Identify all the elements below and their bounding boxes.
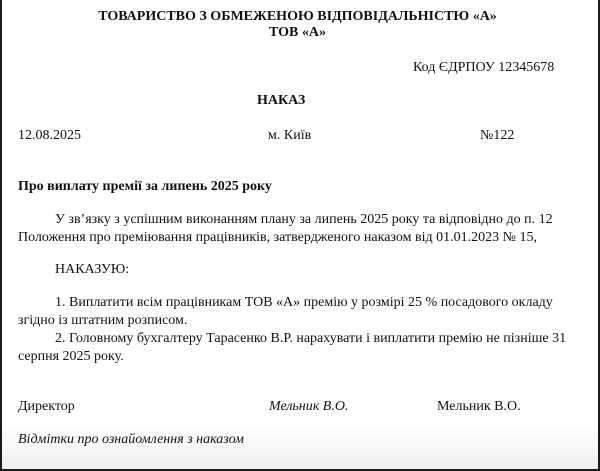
preamble-line-2: Положення про преміювання працівників, затвердженого наказом від 01.01.2023 № 15,	[18, 230, 537, 245]
acknowledgement-note: Відмітки про ознайомлення з наказом	[18, 432, 244, 447]
edrpou-code: Код ЄДРПОУ 12345678	[413, 60, 555, 75]
org-short-name: ТОВ «А»	[269, 25, 326, 40]
org-full-name: ТОВАРИСТВО З ОБМЕЖЕНОЮ ВІДПОВІДАЛЬНІСТЮ «А»	[98, 9, 497, 24]
order-word: НАКАЗУЮ:	[55, 262, 130, 277]
item-2-line-2: серпня 2025 року.	[18, 349, 124, 364]
preamble-line-1: У зв’язку з успішним виконанням плану за липень 2025 року та відповідно до п. 12	[55, 212, 553, 227]
document-city: м. Київ	[268, 128, 312, 143]
item-1-line-1: 1. Виплатити всім працівникам ТОВ «А» премію у розмірі 25 % посадового окладу	[55, 295, 553, 310]
document-number: №122	[480, 128, 515, 143]
signatory-name: Мельник В.О.	[437, 399, 521, 414]
signatory-position: Директор	[18, 399, 75, 414]
signature: Мельник В.О.	[269, 399, 349, 414]
item-1-line-2: згідно із штатним розписом.	[18, 313, 188, 328]
document-subject: Про виплату премії за липень 2025 року	[18, 179, 272, 194]
item-2-line-1: 2. Головному бухгалтеру Тарасенко В.Р. нарахувати і виплатити премію не пізніше 31	[55, 331, 567, 346]
document-type: НАКАЗ	[257, 93, 306, 108]
document-date: 12.08.2025	[18, 128, 81, 143]
